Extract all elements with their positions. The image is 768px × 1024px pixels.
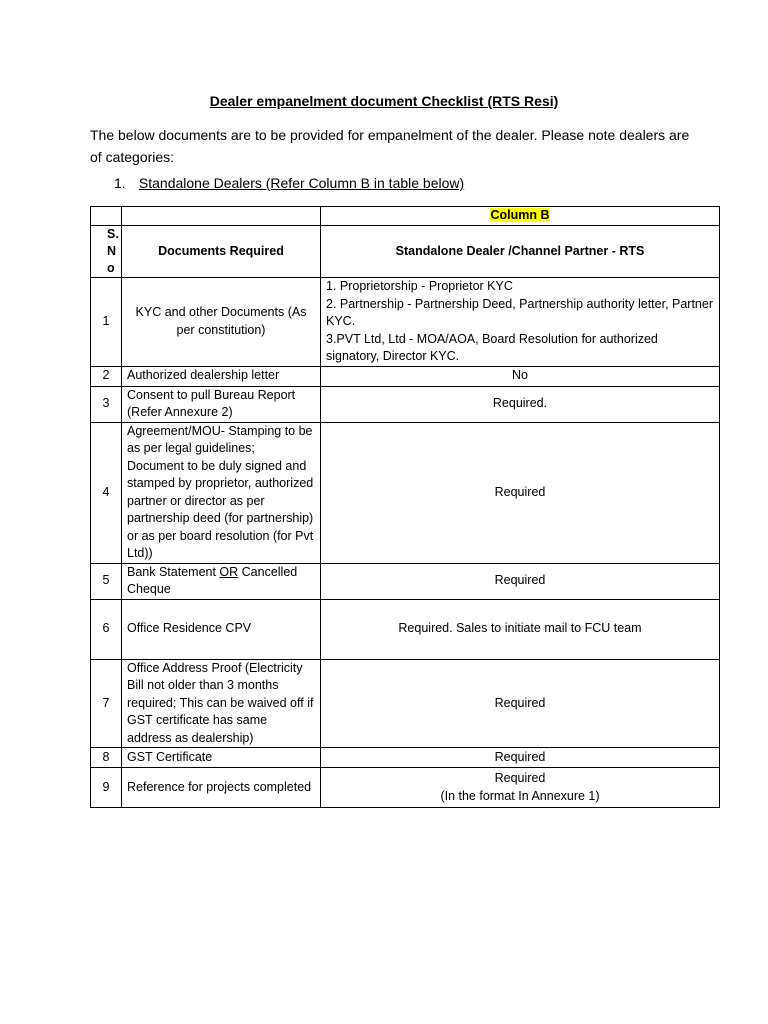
row-sno: 3: [91, 386, 122, 422]
header-row: [91, 226, 720, 278]
row-document: Consent to pull Bureau Report (Refer Annexure 2): [122, 386, 321, 422]
row-document: Authorized dealership letter: [122, 366, 321, 386]
row-document: Office Residence CPV: [122, 599, 321, 659]
row-document: Bank Statement OR Cancelled Cheque: [122, 563, 321, 599]
value-line: 2. Partnership - Partnership Deed, Partnership authority letter, Partner KYC.: [326, 296, 713, 328]
row-sno: 7: [91, 659, 122, 748]
header-column-b: Standalone Dealer /Channel Partner - RTS: [321, 226, 720, 278]
column-label-row: [91, 207, 720, 226]
row-value: Required.: [321, 386, 720, 422]
row-sno: 6: [91, 599, 122, 659]
table-row: [91, 748, 720, 768]
row-value: [321, 278, 720, 367]
row-value: Required: [321, 748, 720, 768]
value-line: 3.PVT Ltd, Ltd - MOA/AOA, Board Resolution for authorized signatory, Director KYC.: [326, 331, 658, 363]
row-document: Reference for projects completed: [122, 768, 321, 808]
row-sno: 1: [91, 278, 122, 367]
header-sno: S. N o: [91, 226, 122, 278]
list-number: 1.: [114, 175, 126, 191]
row-sno: 5: [91, 563, 122, 599]
row-value: Required. Sales to initiate mail to FCU team: [321, 599, 720, 659]
table-row: [91, 563, 720, 599]
row-sno: 8: [91, 748, 122, 768]
row-document: GST Certificate: [122, 748, 321, 768]
empty-cell: [122, 207, 321, 226]
column-b-label: Column B: [490, 208, 550, 223]
header-documents: Documents Required: [122, 226, 321, 278]
document-checklist-table: [90, 206, 720, 808]
row-value: [321, 768, 720, 808]
table-row: [91, 422, 720, 563]
empty-cell: [91, 207, 122, 226]
list-item-text: Standalone Dealers (Refer Column B in table below): [138, 175, 465, 191]
intro-paragraph: The below documents are to be provided for empanelment of the dealer. Please note dealers are of categories:: [90, 127, 690, 165]
row-value: Required: [321, 422, 720, 563]
row-sno: 4: [91, 422, 122, 563]
category-list-item: [114, 175, 464, 191]
row-value: Required: [321, 659, 720, 748]
table-row: [91, 599, 720, 659]
column-b-label-cell: [321, 207, 720, 226]
table-row: [91, 768, 720, 808]
row-value: No: [321, 366, 720, 386]
table-row: [91, 278, 720, 367]
table-row: [91, 386, 720, 422]
value-line: Required: [494, 771, 546, 785]
document-title: Dealer empanelment document Checklist (RTS Resi): [209, 93, 559, 109]
value-line: (In the format In Annexure 1): [440, 788, 600, 803]
row-sno: 9: [91, 768, 122, 808]
row-value: Required: [321, 563, 720, 599]
row-document: KYC and other Documents (As per constitution): [122, 278, 321, 367]
table-row: [91, 366, 720, 386]
row-sno: 2: [91, 366, 122, 386]
row-document: Office Address Proof (Electricity Bill not older than 3 months required; This can be waived off if GST certificate has same address as dealership): [122, 659, 321, 748]
value-line: 1. Proprietorship - Proprietor KYC: [326, 279, 513, 293]
row-document: Agreement/MOU- Stamping to be as per legal guidelines; Document to be duly signed and stamped by proprietor, authorized partner or director as per partnership deed (for partnership) or as per board resolution (for Pvt Ltd)): [122, 422, 321, 563]
table-row: [91, 659, 720, 748]
